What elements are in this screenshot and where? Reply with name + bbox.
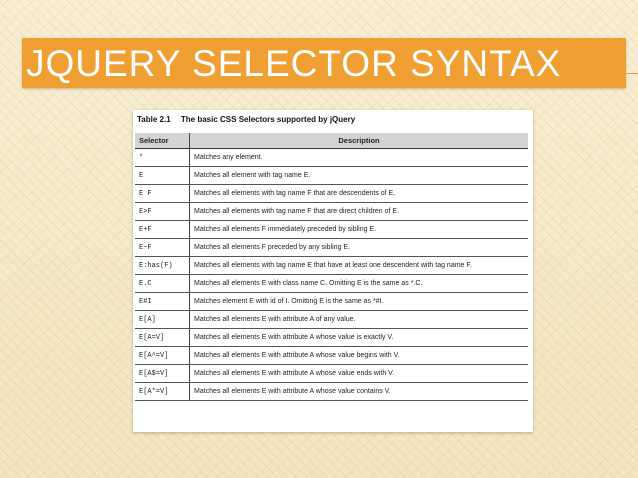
table-row xyxy=(135,293,528,311)
selector-cell: E[A] xyxy=(135,311,190,329)
title-rule xyxy=(626,73,638,74)
table-row xyxy=(135,257,528,275)
description-cell: Matches element E with id of I. Omitting E is the same as *#I. xyxy=(190,293,529,311)
description-cell: Matches all elements E with attribute A whose value ends with V. xyxy=(190,365,529,383)
selector-cell: E:has(F) xyxy=(135,257,190,275)
table-row xyxy=(135,275,528,293)
selector-cell: E F xyxy=(135,185,190,203)
selector-cell: E>F xyxy=(135,203,190,221)
description-cell: Matches all elements E with class name C. Omitting E is the same as *.C. xyxy=(190,275,529,293)
description-cell: Matches all element with tag name E. xyxy=(190,167,529,185)
selector-cell: E xyxy=(135,167,190,185)
table-row xyxy=(135,149,528,167)
selector-cell: E+F xyxy=(135,221,190,239)
selector-cell: * xyxy=(135,149,190,167)
table-row xyxy=(135,347,528,365)
selector-cell: E[A^=V] xyxy=(135,347,190,365)
table-row xyxy=(135,221,528,239)
description-cell: Matches all elements E with attribute A whose value contains V. xyxy=(190,383,529,401)
selector-cell: E#I xyxy=(135,293,190,311)
description-cell: Matches all elements E with attribute A whose value begins with V. xyxy=(190,347,529,365)
description-cell: Matches all elements E with attribute A of any value. xyxy=(190,311,529,329)
selector-cell: E~F xyxy=(135,239,190,257)
table-row xyxy=(135,203,528,221)
selector-cell: E[A$=V] xyxy=(135,365,190,383)
table-header-row xyxy=(135,133,528,149)
slide-title: JQUERY SELECTOR SYNTAX xyxy=(26,43,562,84)
description-cell: Matches all elements E with attribute A whose value is exactly V. xyxy=(190,329,529,347)
selector-cell: E.C xyxy=(135,275,190,293)
table-caption xyxy=(137,115,355,124)
table-row xyxy=(135,185,528,203)
table-row xyxy=(135,167,528,185)
selector-cell: E[A=V] xyxy=(135,329,190,347)
table-figure xyxy=(133,110,533,432)
column-header-description: Description xyxy=(190,133,529,149)
description-cell: Matches any element. xyxy=(190,149,529,167)
table-caption-number: Table 2.1 xyxy=(137,115,171,124)
table-row xyxy=(135,365,528,383)
table-row xyxy=(135,383,528,401)
table-row xyxy=(135,311,528,329)
selector-table xyxy=(135,133,528,401)
table-row xyxy=(135,329,528,347)
description-cell: Matches all elements F immediately preceded by sibling E. xyxy=(190,221,529,239)
selector-cell: E[A*=V] xyxy=(135,383,190,401)
description-cell: Matches all elements F preceded by any sibling E. xyxy=(190,239,529,257)
description-cell: Matches all elements with tag name E that have at least one descendent with tag name F. xyxy=(190,257,529,275)
table-row xyxy=(135,239,528,257)
description-cell: Matches all elements with tag name F that are descendents of E. xyxy=(190,185,529,203)
table-caption-text: The basic CSS Selectors supported by jQuery xyxy=(180,115,356,124)
description-cell: Matches all elements with tag name F that are direct children of E. xyxy=(190,203,529,221)
title-banner xyxy=(22,38,626,88)
column-header-selector: Selector xyxy=(135,133,190,149)
